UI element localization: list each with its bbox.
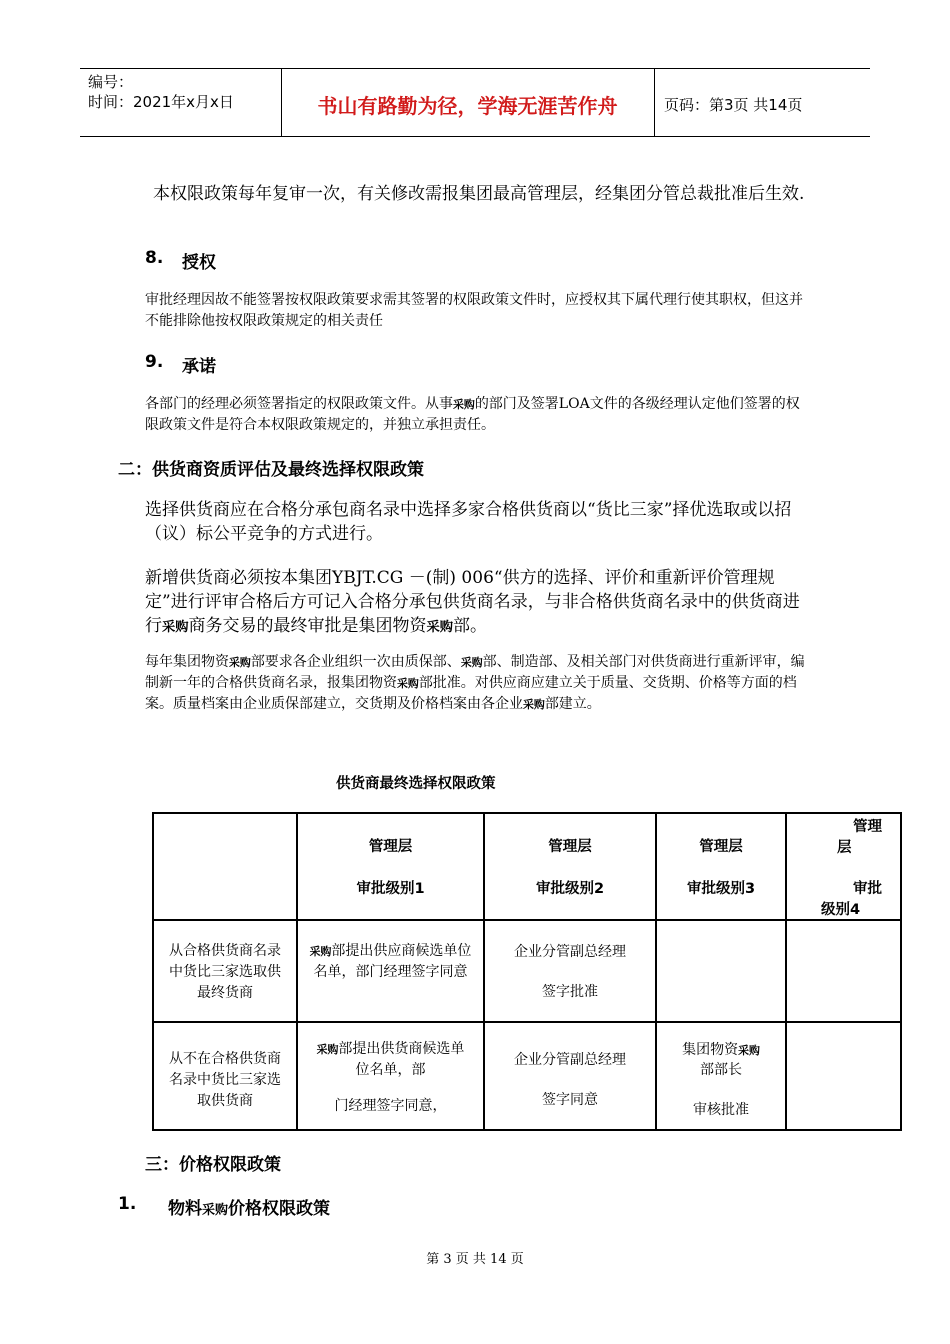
row-2-label: 从不在合格供货商名录中货比三家选取供货商 <box>153 1022 297 1130</box>
header-motto: 书山有路勤为径，学海无涯苦作舟 <box>317 94 618 118</box>
section-8-text: 审批经理因故不能签署按权限政策要求需其签署的权限政策文件时，应授权其下属代理行使其职权，但这并不能排除他按权限政策规定的相关责任 <box>145 292 803 329</box>
approval-table <box>152 812 902 1131</box>
row-2-level-3: 集团物资采购 部部长 审核批准 <box>656 1022 786 1130</box>
part-2-title: 二：供货商资质评估及最终选择权限政策 <box>118 460 424 480</box>
page-footer: 第 3 页 共 14 页 <box>426 1252 524 1267</box>
section-1-title: 物料采购价格权限政策 <box>168 1199 331 1219</box>
row-1-label: 从合格供货商名录中货比三家选取供最终货商 <box>153 920 297 1022</box>
row-2-level-4 <box>786 1022 901 1130</box>
table-row <box>153 1022 901 1130</box>
table-header-level-4: 管理 层 审批 级别4 <box>786 813 901 920</box>
part-3-title: 三：价格权限政策 <box>145 1155 281 1175</box>
table-header-empty <box>153 813 297 920</box>
section-9-number: 9. <box>145 352 164 372</box>
section-1-number: 1. <box>118 1194 137 1214</box>
part-2-paragraph-3: 每年集团物资采购部要求各企业组织一次由质保部、采购部、制造部、及相关部门对供货商进行重新评审，编制新一年的合格供货商名录，报集团物资采购部批准。对供应商应建立关于质量、交货期、价格等方面的档案。质量档案由企业质保部建立，交货期及价格档案由各企业采购部建立。 <box>145 654 805 712</box>
section-9-title: 承诺 <box>182 357 216 377</box>
header-bottom-rule <box>80 136 870 137</box>
table-row <box>153 920 901 1022</box>
header-time: 时间：2021年x月x日 <box>88 93 234 111</box>
table-header-level-3: 管理层 审批级别3 <box>656 813 786 920</box>
header-divider-2 <box>654 68 655 136</box>
row-1-level-2: 企业分管副总经理 签字批准 <box>484 920 656 1022</box>
header-top-rule <box>80 68 870 69</box>
table-header-level-1: 管理层 审批级别1 <box>297 813 484 920</box>
table-header-row <box>153 813 901 920</box>
section-8-number: 8. <box>145 248 164 268</box>
table-header-level-2: 管理层 审批级别2 <box>484 813 656 920</box>
part-2-paragraph-2: 新增供货商必须按本集团YBJT.CG －(制) 006“供方的选择、评价和重新评价管理规定”进行评审合格后方可记入合格分承包供货商名录，与非合格供货商名录中的供货商进行采购商务交易的最终审批是集团物资采购部。 <box>145 568 800 636</box>
table-title: 供货商最终选择权限政策 <box>336 776 496 792</box>
row-2-level-2: 企业分管副总经理 签字同意 <box>484 1022 656 1130</box>
section-8-title: 授权 <box>182 253 216 273</box>
intro-paragraph: 本权限政策每年复审一次，有关修改需报集团最高管理层，经集团分管总裁批准后生效. <box>153 184 805 204</box>
row-1-level-3 <box>656 920 786 1022</box>
header-number: 编号： <box>88 73 134 91</box>
row-2-level-1: 采购部提出供货商候选单位名单，部 门经理签字同意， <box>297 1022 484 1130</box>
header-page-info: 页码：第3页 共14页 <box>664 96 803 114</box>
row-1-level-4 <box>786 920 901 1022</box>
section-9-text: 各部门的经理必须签署指定的权限政策文件。从事采购的部门及签署LOA文件的各级经理认定他们签署的权限政策文件是符合本权限政策规定的，并独立承担责任。 <box>145 396 800 433</box>
part-2-paragraph-1: 选择供货商应在合格分承包商名录中选择多家合格供货商以“货比三家”择优选取或以招（议）标公平竞争的方式进行。 <box>145 500 792 544</box>
row-1-level-1: 采购部提出供应商候选单位名单，部门经理签字同意 <box>297 920 484 1022</box>
